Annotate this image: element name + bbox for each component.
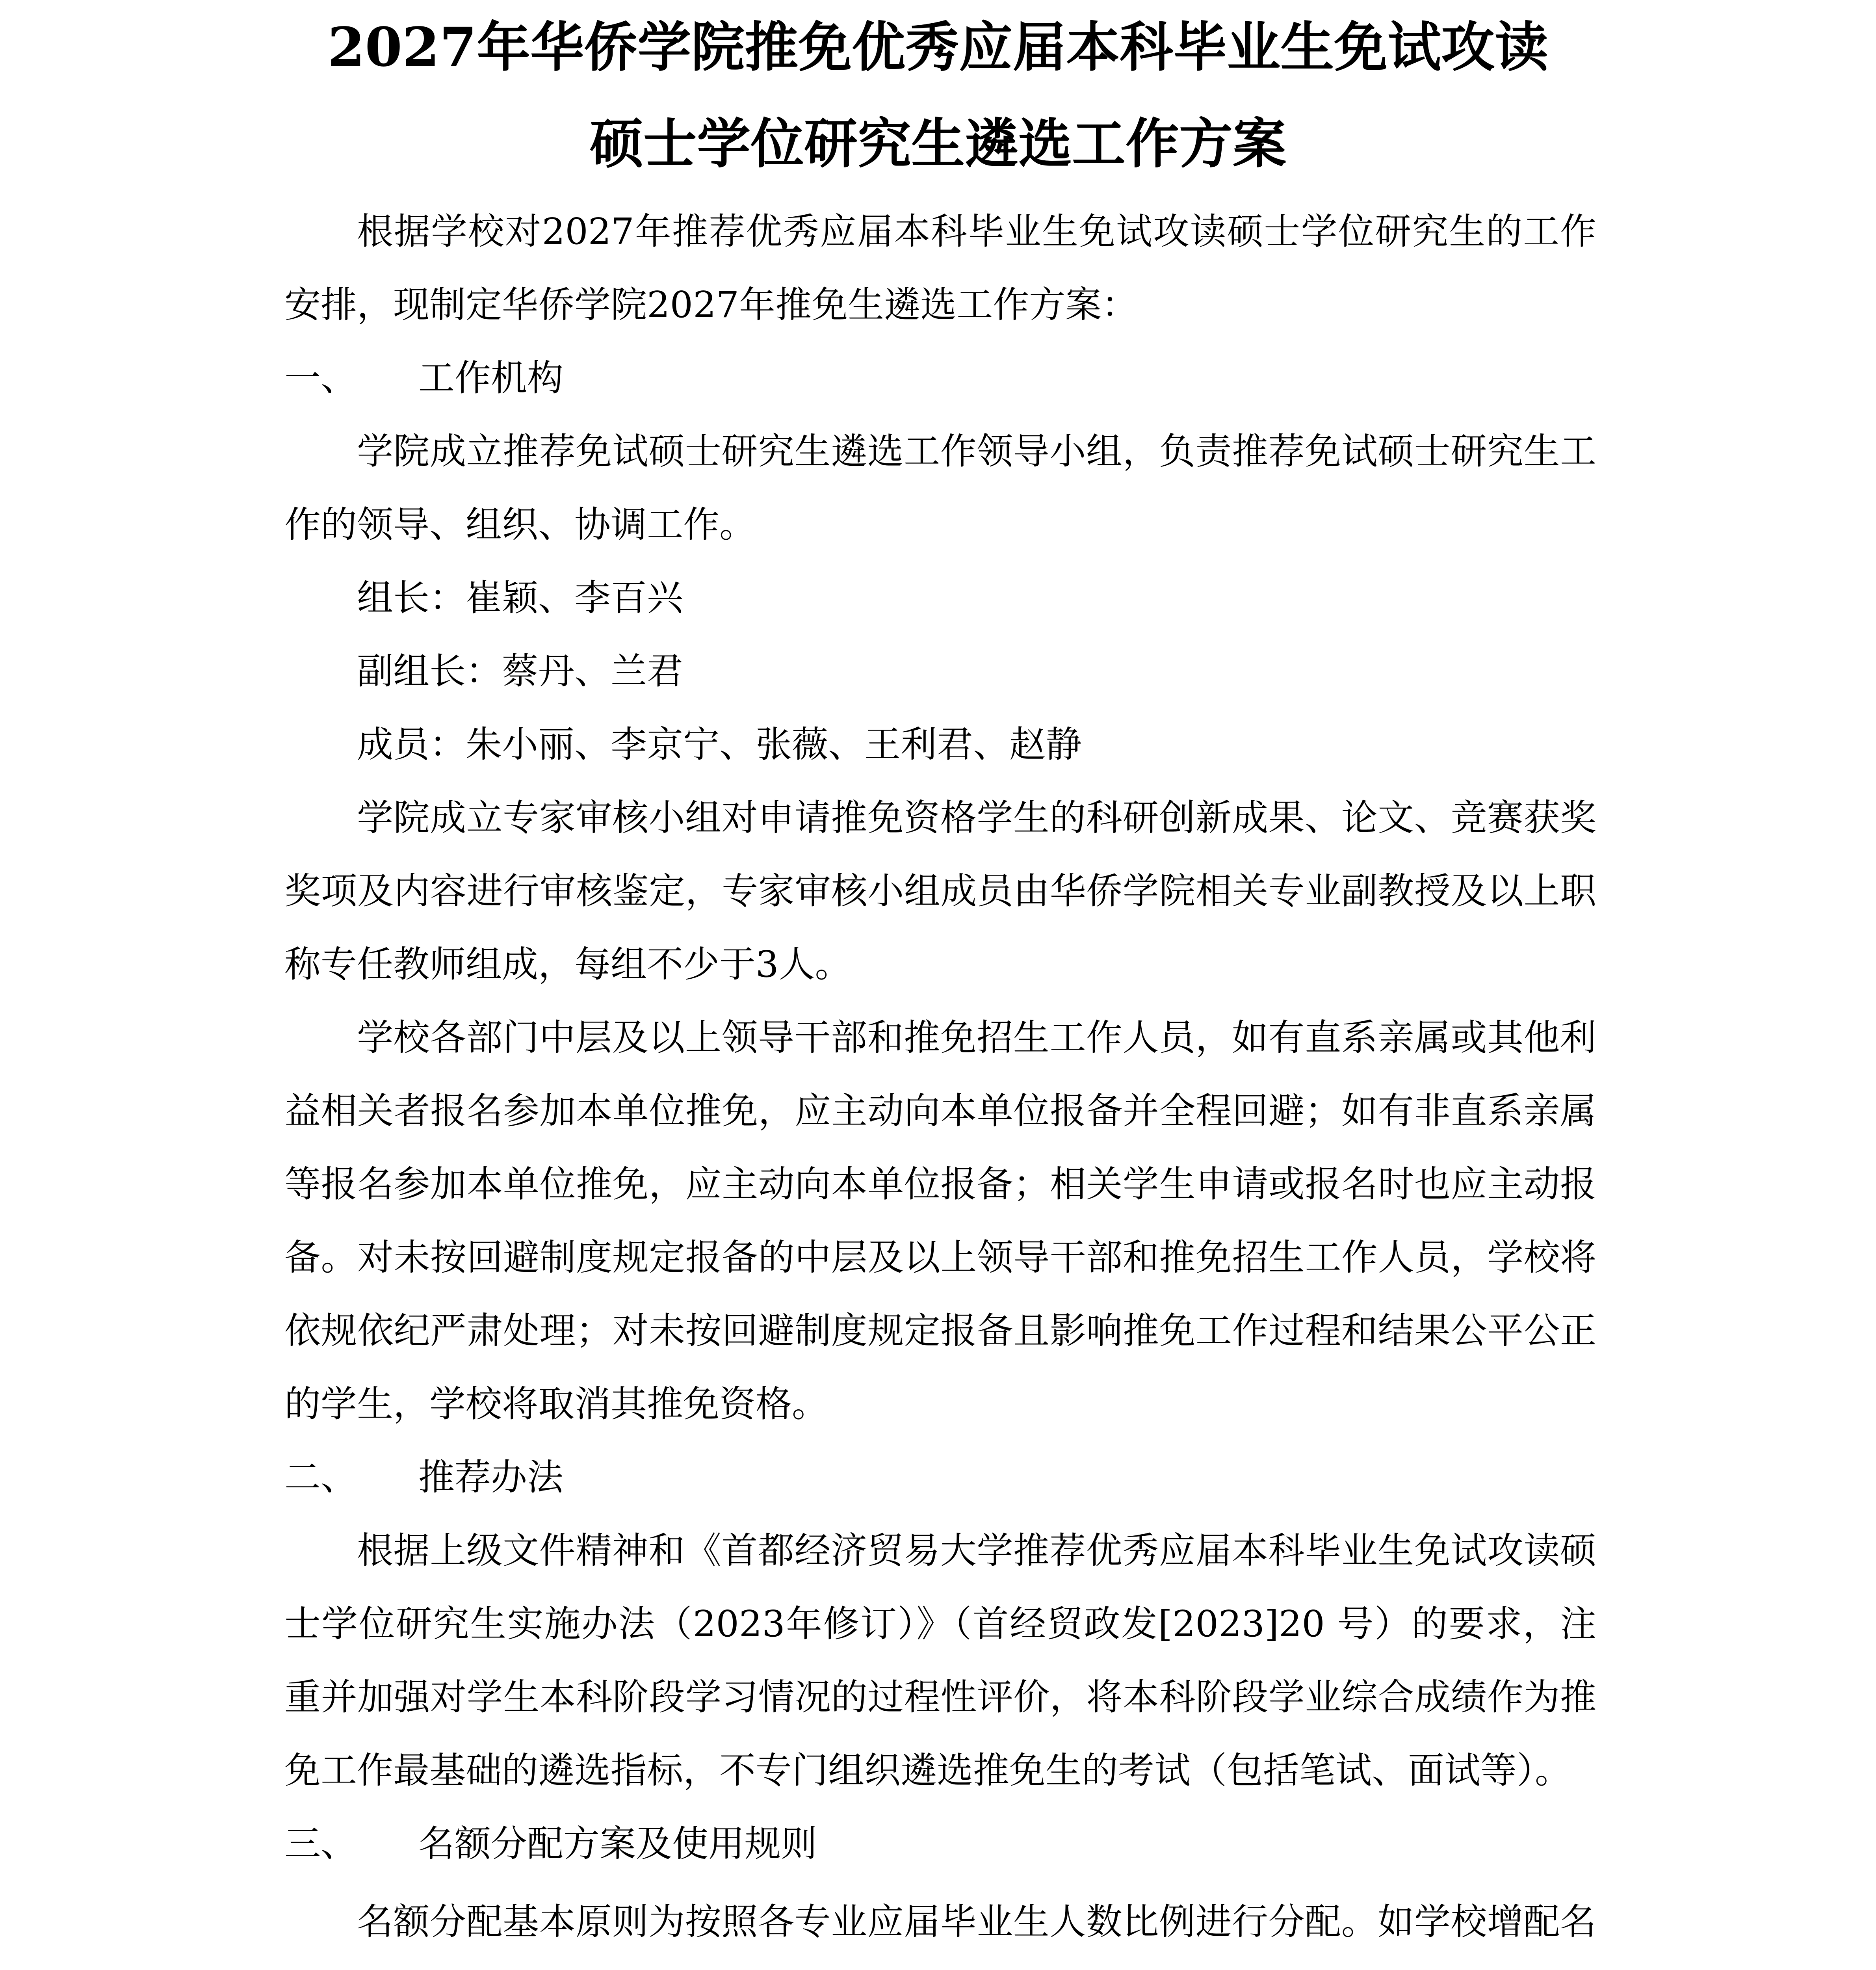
section-1-paragraph-1: 学院成立推荐免试硕士研究生遴选工作领导小组，负责推荐免试硕士研究生工作的领导、组织、协调工作。: [284, 430, 1596, 546]
members-line: 成员：朱小丽、李京宁、张薇、王利君、赵静: [357, 723, 1082, 766]
section-3-paragraph-1: 名额分配基本原则为按照各专业应届毕业生人数比例进行分配。如学校增配名: [357, 1901, 1596, 1943]
document-body: [284, 195, 1596, 1970]
group-leader-line: 组长：崔颖、李百兴: [357, 577, 684, 619]
section-title-1: 工作机构: [418, 357, 564, 399]
section-title-3: 名额分配方案及使用规则: [418, 1823, 817, 1865]
document-title-line-1: 2027年华侨学院推免优秀应届本科毕业生免试攻读: [327, 16, 1549, 79]
section-heading-2: [284, 1441, 1596, 1514]
section-number-3: 三、: [284, 1823, 357, 1865]
section-title-2: 推荐办法: [418, 1456, 564, 1498]
section-number-2: 二、: [284, 1456, 357, 1498]
intro-paragraph: 根据学校对2027年推荐优秀应届本科毕业生免试攻读硕士学位研究生的工作安排，现制定华侨学院2027年推免生遴选工作方案：: [284, 210, 1596, 326]
deputy-leader-line: 副组长：蔡丹、兰君: [357, 650, 684, 692]
section-1-paragraph-recusal: 学校各部门中层及以上领导干部和推免招生工作人员，如有直系亲属或其他利益相关者报名参加本单位推免，应主动向本单位报备并全程回避；如有非直系亲属等报名参加本单位推免，应主动向本单位报备；相关学生申请或报名时也应主动报备。对未按回避制度规定报备的中层及以上领导干部和推免招生工作人员，学校将依规依纪严肃处理；对未按回避制度规定报备且影响推免工作过程和结果公平公正的学生，学校将取消其推免资格。: [284, 1017, 1596, 1425]
section-heading-3: [284, 1807, 1596, 1881]
section-heading-1: [284, 342, 1596, 415]
document-title-line-2: 硕士学位研究生遴选工作方案: [590, 112, 1286, 175]
section-number-1: 一、: [284, 357, 357, 399]
section-1-paragraph-expert-group: 学院成立专家审核小组对申请推免资格学生的科研创新成果、论文、竞赛获奖奖项及内容进行审核鉴定，专家审核小组成员由华侨学院相关专业副教授及以上职称专任教师组成，每组不少于3人。: [284, 797, 1596, 985]
section-2-paragraph-1: 根据上级文件精神和《首都经济贸易大学推荐优秀应届本科毕业生免试攻读硕士学位研究生实施办法（2023年修订）》（首经贸政发[2023]20 号）的要求，注重并加强对学生本科阶段学习情况的过程性评价，将本科阶段学业综合成绩作为推免工作最基础的遴选指标，不专门组织遴选推免生的考试（包括笔试、面试等）。: [284, 1530, 1596, 1792]
